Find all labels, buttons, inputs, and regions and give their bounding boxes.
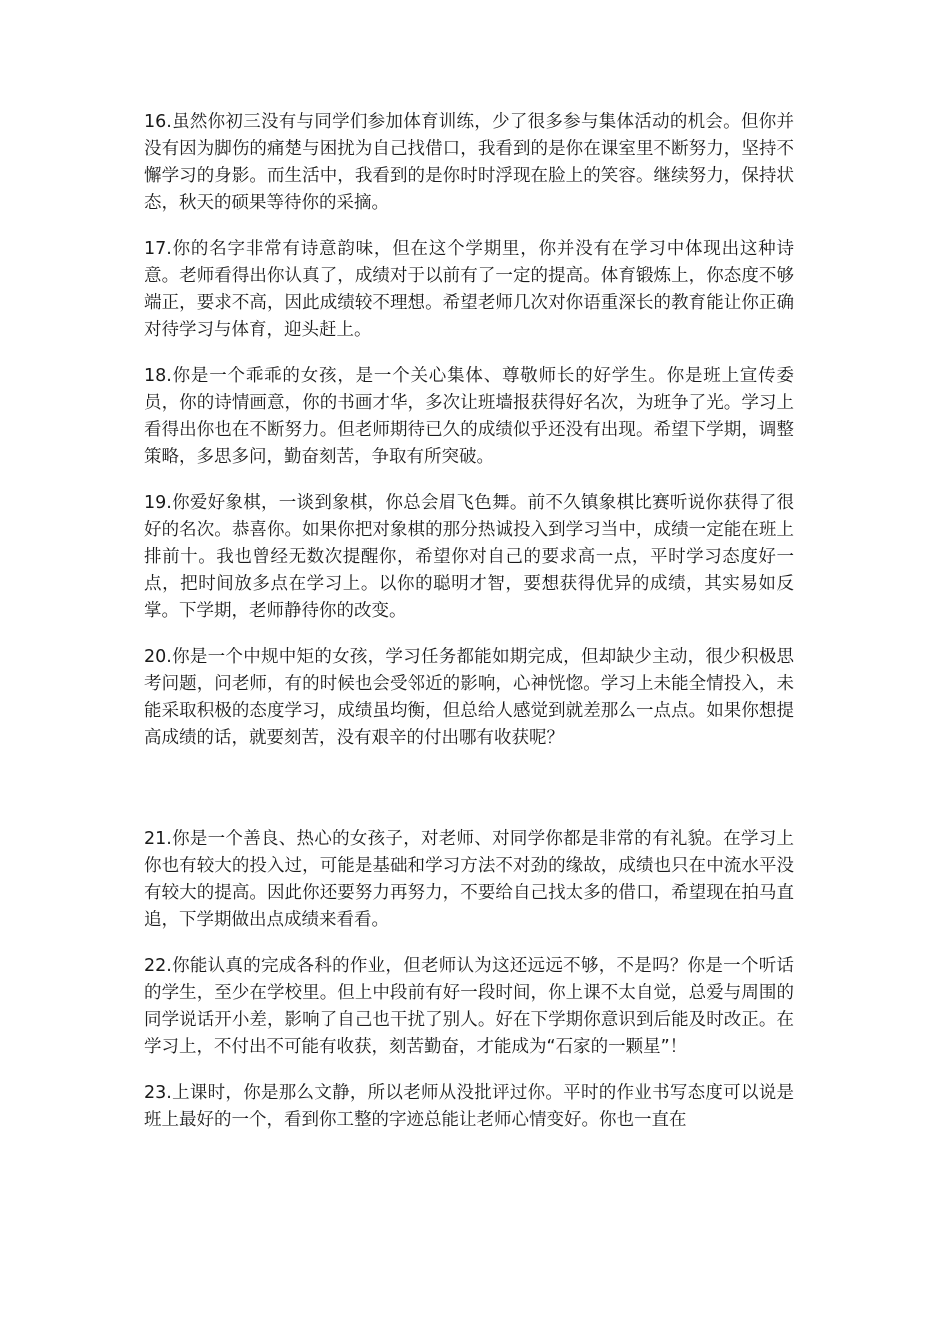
comment-22: 22.你能认真的完成各科的作业，但老师认为这还远远不够，不是吗？你是一个听话的学生，至少在学校里。但上中段前有好一段时间，你上课不太自觉，总爱与周围的同学说话开小差，影响了自己也干扰了别人。好在下学期你意识到后能及时改正。在学习上，不付出不可能有收获，刻苦勤奋，才能成为“石家的一颗星”！ — [144, 956, 794, 1057]
comment-23: 23.上课时，你是那么文静，所以老师从没批评过你。平时的作业书写态度可以说是班上最好的一个，看到你工整的字迹总能让老师心情变好。你也一直在 — [144, 1083, 794, 1130]
comment-17: 17.你的名字非常有诗意韵味，但在这个学期里，你并没有在学习中体现出这种诗意。老师看得出你认真了，成绩对于以前有了一定的提高。体育锻炼上，你态度不够端正，要求不高，因此成绩较不理想。希望老师几次对你语重深长的教育能让你正确对待学习与体育，迎头赶上。 — [144, 239, 794, 340]
blank-gap — [144, 771, 794, 826]
comment-16: 16.虽然你初三没有与同学们参加体育训练，少了很多参与集体活动的机会。但你并没有因为脚伤的痛楚与困扰为自己找借口，我看到的是你在课室里不断努力，坚持不懈学习的身影。而生活中，我看到的是你时时浮现在脸上的笑容。继续努力，保持状态，秋天的硕果等待你的采摘。 — [144, 112, 794, 213]
comment-19: 19.你爱好象棋，一谈到象棋，你总会眉飞色舞。前不久镇象棋比赛听说你获得了很好的名次。恭喜你。如果你把对象棋的那分热诚投入到学习当中，成绩一定能在班上排前十。我也曾经无数次提醒你，希望你对自己的要求高一点，平时学习态度好一点，把时间放多点在学习上。以你的聪明才智，要想获得优异的成绩，其实易如反掌。下学期，老师静待你的改变。 — [144, 493, 794, 621]
comment-20: 20.你是一个中规中矩的女孩，学习任务都能如期完成，但却缺少主动，很少积极思考问题，问老师，有的时候也会受邻近的影响，心神恍惚。学习上未能全情投入，未能采取积极的态度学习，成绩虽均衡，但总给人感觉到就差那么一点点。如果你想提高成绩的话，就要刻苦，没有艰辛的付出哪有收获呢？ — [144, 647, 794, 748]
comment-18: 18.你是一个乖乖的女孩，是一个关心集体、尊敬师长的好学生。你是班上宣传委员，你的诗情画意，你的书画才华，多次让班墙报获得好名次，为班争了光。学习上看得出你也在不断努力。但老师期待已久的成绩似乎还没有出现。希望下学期，调整策略，多思多问，勤奋刻苦，争取有所突破。 — [144, 366, 794, 467]
comment-21: 21.你是一个善良、热心的女孩子，对老师、对同学你都是非常的有礼貌。在学习上你也有较大的投入过，可能是基础和学习方法不对劲的缘故，成绩也只在中流水平没有较大的提高。因此你还要努力再努力，不要给自己找太多的借口，希望现在拍马直追，下学期做出点成绩来看看。 — [144, 829, 794, 930]
document-page — [144, 109, 794, 1153]
